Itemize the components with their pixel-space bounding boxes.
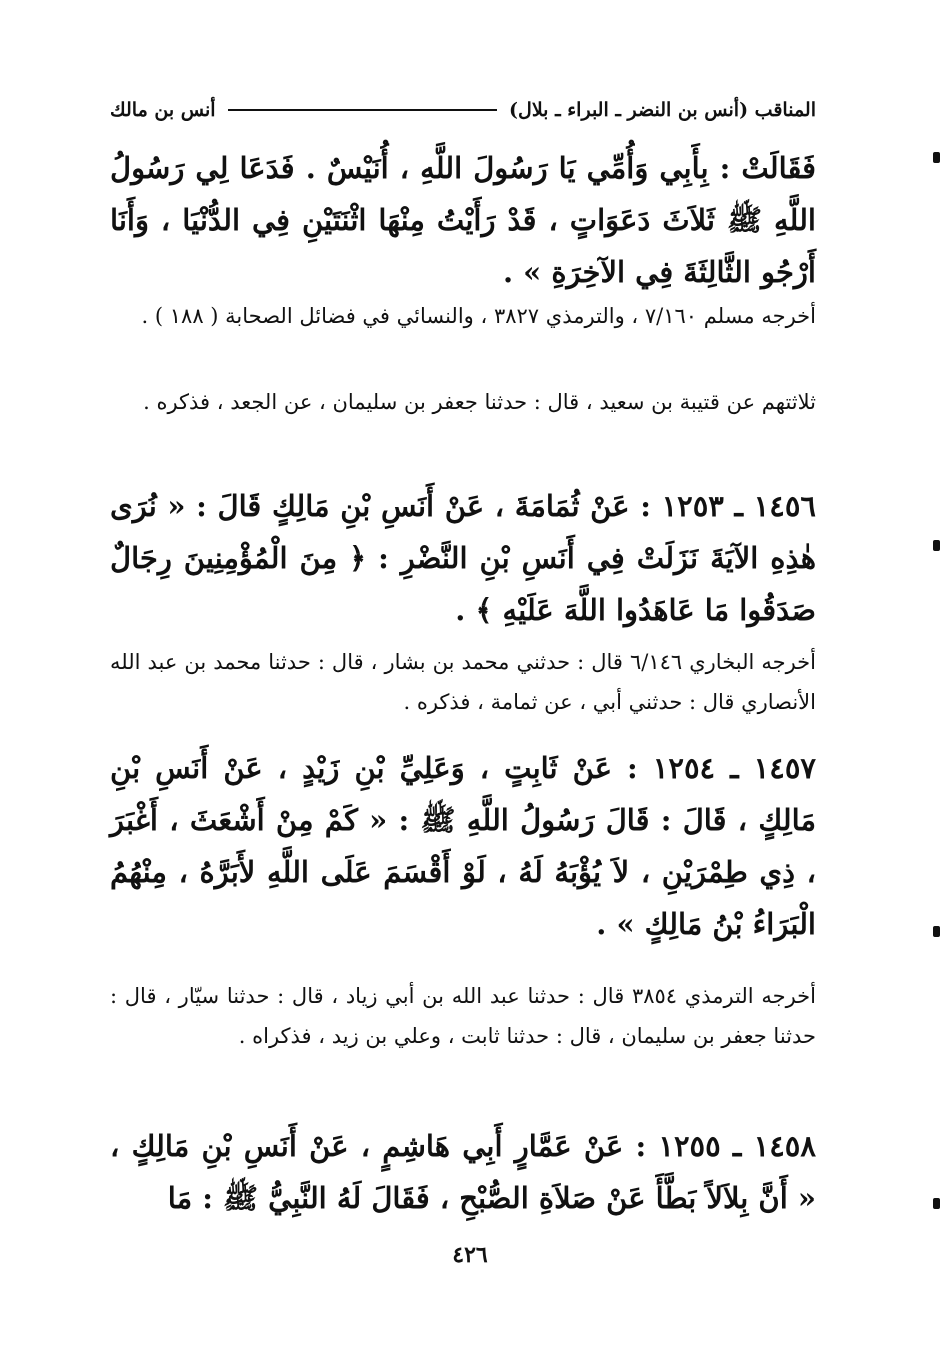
hadith-text — [110, 742, 816, 950]
takhrij-body: أخرجه مسلم ٧/١٦٠ ، والترمذي ٣٨٢٧ ، والنسائي في فضائل الصحابة ( ١٨٨ ) . — [141, 304, 816, 328]
hadith-body: فَقَالَتْ : بِأَبِي وَأُمِّي يَا رَسُولَ اللَّهِ ، أُنَيْسٌ . فَدَعَا لِي رَسُولُ اللَّهِ ﷺ ثَلاَثَ دَعَوَاتٍ ، قَدْ رَأَيْتُ مِنْهَا اثْنَتَيْنِ فِي الدُّنْيَا ، وَأَنَا أَرْجُو الثَّالِثَةَ فِي الآخِرَةِ » . — [110, 151, 816, 289]
takhrij-body: ثلاثتهم عن قتيبة بن سعيد ، قال : حدثنا جعفر بن سليمان ، عن الجعد ، فذكره . — [143, 390, 816, 414]
page-number: ٤٢٦ — [452, 1242, 488, 1268]
takhrij-note — [110, 296, 816, 336]
hadith-body: عَنْ ثُمَامَةَ ، عَنْ أَنَسِ بْنِ مَالِكٍ قَالَ : « نُرَى هٰذِهِ الآيَةَ نَزَلَتْ فِي أَنَسِ بْنِ النَّضْرِ : ﴿ مِنَ الْمُؤْمِنِينَ رِجَالٌ صَدَقُوا مَا عَاهَدُوا اللَّهَ عَلَيْهِ ﴾ . — [110, 489, 816, 627]
section-title: المناقب (أنس بن النضر ـ البراء ـ بلال) — [509, 99, 816, 121]
registration-mark — [933, 926, 940, 937]
running-header — [110, 96, 816, 124]
registration-mark — [933, 540, 940, 551]
takhrij-body: أخرجه الترمذي ٣٨٥٤ قال : حدثنا عبد الله بن أبي زياد ، قال : حدثنا سيّار ، قال : حدثنا جعفر بن سليمان ، قال : حدثنا ثابت ، وعلي بن زيد ، فذكراه . — [110, 984, 816, 1048]
hadith-body: عَنْ ثَابِتٍ ، وَعَلِيِّ بْنِ زَيْدٍ ، عَنْ أَنَسِ بْنِ مَالِكٍ ، قَالَ : قَالَ رَسُولُ اللَّهِ ﷺ : « كَمْ مِنْ أَشْعَثَ ، أَغْبَرَ ، ذِي طِمْرَيْنِ ، لاَ يُؤْبَهُ لَهُ ، لَوْ أَقْسَمَ عَلَى اللَّهِ لأَبَرَّهُ ، مِنْهُمُ الْبَرَاءُ بْنُ مَالِكٍ » . — [110, 751, 816, 941]
chapter-title: أنس بن مالك — [110, 99, 216, 121]
takhrij-note — [110, 642, 816, 722]
hadith-text — [110, 480, 816, 636]
registration-mark — [933, 1198, 940, 1209]
registration-mark — [933, 152, 940, 163]
hadith-number: ١٤٥٦ ـ ١٢٥٣ : — [640, 489, 816, 523]
hadith-number: ١٤٥٨ ـ ١٢٥٥ : — [635, 1129, 816, 1163]
hadith-text — [110, 1120, 816, 1224]
hadith-text — [110, 142, 816, 298]
takhrij-note — [110, 976, 816, 1056]
header-rule — [228, 109, 497, 111]
takhrij-note — [110, 382, 816, 422]
hadith-body: عَنْ عَمَّارٍ أَبِي هَاشِمٍ ، عَنْ أَنَسِ بْنِ مَالِكٍ ، « أَنَّ بِلاَلاً بَطَّأَ عَنْ صَلاَةِ الصُّبْحِ ، فَقَالَ لَهُ النَّبِيُّ ﷺ : مَا — [110, 1129, 816, 1215]
hadith-number: ١٤٥٧ ـ ١٢٥٤ : — [627, 751, 816, 785]
takhrij-body: أخرجه البخاري ٦/١٤٦ قال : حدثني محمد بن بشار ، قال : حدثنا محمد بن عبد الله الأنصاري قال : حدثني أبي ، عن ثمامة ، فذكره . — [110, 650, 816, 714]
